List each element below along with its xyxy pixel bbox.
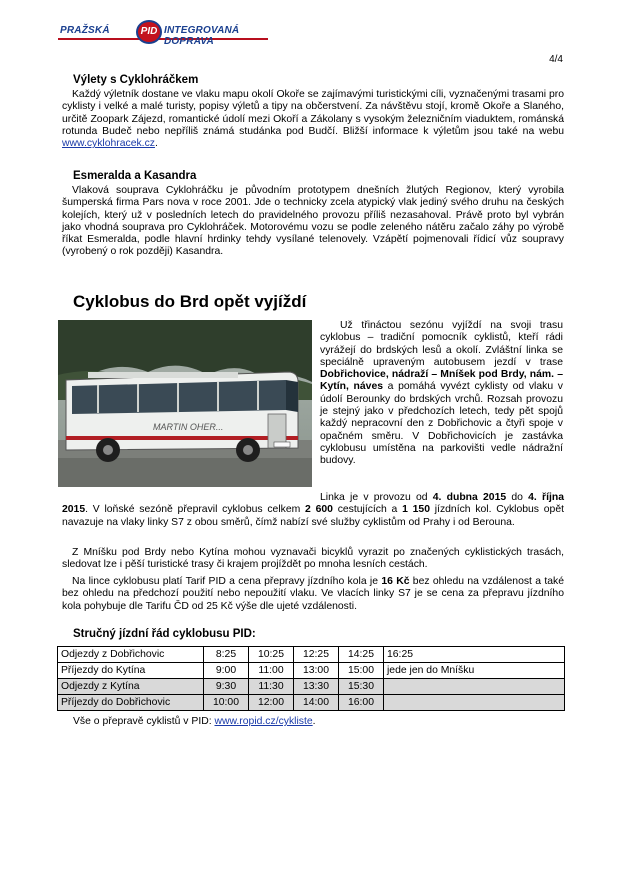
pid-logo [58, 24, 268, 48]
article-paragraph-3: Z Mníšku pod Brdy nebo Kytína mohou vyznavači bicyklů vyrazit po značených cyklistických trasách, sledovat lze i pěší turistické trasy či krajem projíždět po mnoha lesních cestách. [62, 547, 564, 571]
p4-text-a: Na lince cyklobusu platí Tarif PID a cena přepravy jízdního kola je [72, 576, 382, 587]
empty-cell [384, 695, 565, 711]
trips-text: Každý výletník dostane ve vlaku mapu okolí Okoře se zajímavými turistickými cíli, vyznačenými trasami pro cyklisty i velké a malé turisty, popisy výletů a tipy na občerstvení. Za návštěvu stojí, kromě Okoře a Slaného, určitě Zoopark Zájezd, romantické údolí mezi Okoří a Zákolany s vysokým železničním viaduktem, románská rotunda Budeč nebo nepříliš známá studánka pod Budčí. Bližší informace k výletům jsou také na webu [62, 89, 564, 137]
empty-cell [384, 679, 565, 695]
trips-tail: . [154, 138, 158, 150]
p2-from-date: 4. dubna 2015 [432, 492, 507, 503]
table-row [58, 647, 565, 663]
logo-text-right: INTEGROVANÁ DOPRAVA [164, 25, 240, 47]
time-cell: 12:25 [294, 647, 339, 663]
article-paragraph-4 [62, 576, 564, 613]
footer-tail: . [312, 716, 316, 727]
time-cell: 13:30 [294, 679, 339, 695]
time-cell: 10:00 [204, 695, 249, 711]
time-cell: 8:25 [204, 647, 249, 663]
row-label: Odjezdy z Dobřichovic [58, 647, 204, 663]
logo-text-left: PRAŽSKÁ [60, 25, 110, 36]
time-cell: 9:00 [204, 663, 249, 679]
row-label: Příjezdy do Dobřichovic [58, 695, 204, 711]
p2-riders: 2 600 [305, 504, 333, 516]
ropid-cykliste-link[interactable]: www.ropid.cz/cykliste [214, 716, 313, 727]
time-cell: 16:25 [384, 647, 565, 663]
time-cell: 11:00 [249, 663, 294, 679]
p4-text-b: bez ohledu na vzdálenost a také bez ohledu na předchozí použití nebo nepoužití vlaku. Ve vlacích linky S7 je se cena za přepravu jízdního kola pohybuje dle Tarifu ČD od 25 Kč výše dle ujeté vzdálenosti. [62, 576, 564, 612]
time-cell: 15:30 [339, 679, 384, 695]
p2-text-b: do [506, 492, 529, 503]
time-cell: 10:25 [249, 647, 294, 663]
p2-to-date: 4. října 2015 [62, 492, 564, 516]
p2-bikes: 1 150 [402, 504, 430, 516]
time-cell: 12:00 [249, 695, 294, 711]
article-paragraph-2 [62, 492, 564, 529]
p1-text-a: Už třináctou sezónu vyjíždí na svoji trasu cyklobus – tradiční pomocník cyklistů, kteří rádi vyrážejí do brdských lesů a okolí. Zvláštní linka se speciálně upraveným autobusem jezdí v trase [320, 320, 563, 368]
bus-side-text: MARTIN OHER... [153, 422, 224, 432]
footer-text: Vše o přepravě cyklistů v PID: [73, 716, 215, 727]
logo-badge: PID [136, 20, 162, 44]
timetable-footer [73, 716, 563, 728]
time-cell: 14:00 [294, 695, 339, 711]
section-heading-esmeralda: Esmeralda a Kasandra [73, 170, 197, 182]
p2-text-c: . V loňské sezóně přepravil cyklobus celkem [85, 504, 306, 516]
time-cell: 14:25 [339, 647, 384, 663]
timetable [57, 646, 565, 711]
row-label: Příjezdy do Kytína [58, 663, 204, 679]
time-note-cell: jede jen do Mníšku [384, 663, 565, 679]
bus-photo-image [58, 320, 312, 487]
time-cell: 11:30 [249, 679, 294, 695]
time-cell: 13:00 [294, 663, 339, 679]
p2-text-d: cestujících a [332, 504, 403, 516]
p1-route: Dobřichovice, nádraží – Mníšek pod Brdy, nám. – Kytín, náves [320, 369, 563, 393]
time-cell: 16:00 [339, 695, 384, 711]
cyklohracek-link[interactable]: www.cyklohracek.cz [62, 138, 155, 150]
timetable-heading: Stručný jízdní řád cyklobusu PID: [73, 628, 256, 640]
table-row [58, 679, 565, 695]
p1-text-b: a pomáhá vyvézt cyklisty od vlaku v údolí Berounky do brdských vrchů. Rozsah provozu je stejný jako v předchozích letech, tedy pět spojů každý nepracovní den z Dobřichovic a čtyři spoje v opačném směru. V Dobřichovicích je zastávka cyklobusu umístěna na parkovišti vedle nádražní budovy. [320, 381, 563, 467]
section-text-trips [62, 89, 564, 150]
p4-price: 16 Kč [381, 576, 410, 587]
section-text-esmeralda: Vlaková souprava Cyklohráčku je původním prototypem dnešních žlutých Regionov, který vyrobila šumperská firma Pars nova v roce 2001. Jde o technicky zcela atypický vlak jediný svého druhu na českých kolejích, který už v posledních letech do pravidelného provozu příliš nezasahoval. Právě proto byl vybrán jako vhodná souprava pro Cyklohráček. Motorovému vozu se podle zeleného nátěru začalo záhy po výrobě říkat Esmeralda, podle hlavní hrdinky tehdy vysílané telenovely. Vzápětí pojmenovali řídicí vůz soupravy (vyrobený o rok později) Kasandra. [62, 185, 564, 258]
time-cell: 9:30 [204, 679, 249, 695]
article-title: Cyklobus do Brd opět vyjíždí [73, 292, 307, 311]
page-number: 4/4 [549, 54, 563, 65]
p2-text-a: Linka je v provozu od [320, 492, 433, 503]
table-row [58, 663, 565, 679]
p2-text-e: jízdních kol. Cyklobus opět navazuje na vlaky linky S7 z obou směrů, čímž nabízí své služby cyklistům od Prahy i od Berouna. [62, 504, 564, 528]
time-cell: 15:00 [339, 663, 384, 679]
row-label: Odjezdy z Kytína [58, 679, 204, 695]
table-row [58, 695, 565, 711]
article-paragraph-1 [320, 320, 563, 468]
section-heading-trips: Výlety s Cyklohráčkem [73, 74, 199, 86]
bus-photo [58, 320, 312, 487]
